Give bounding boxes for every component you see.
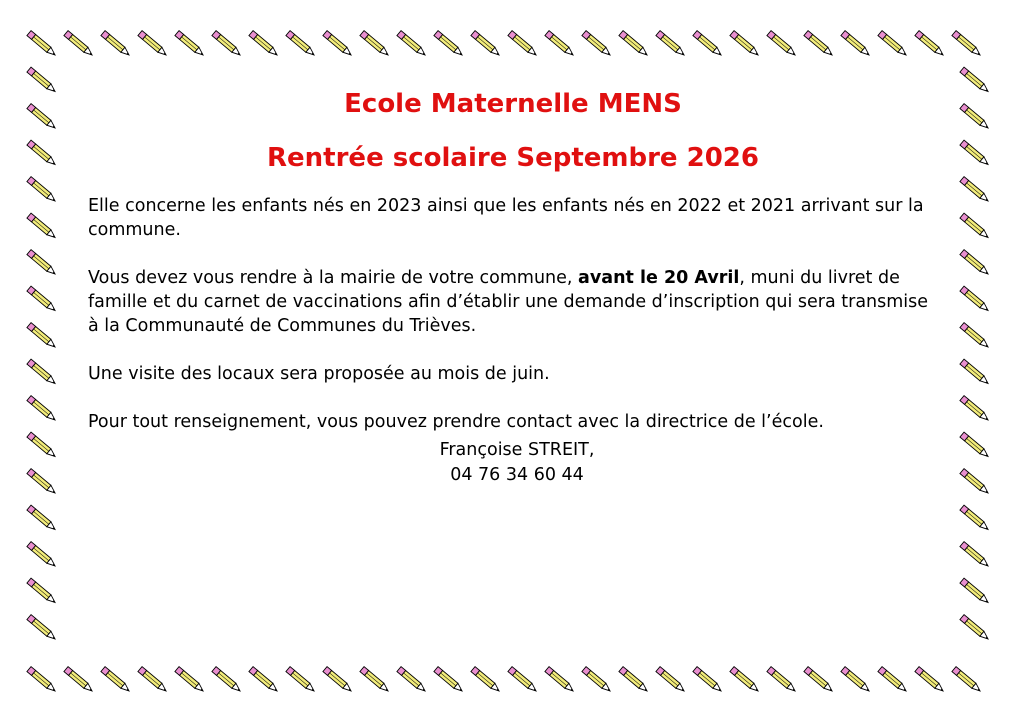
pencil-icon xyxy=(27,140,57,167)
registration-deadline: avant le 20 Avril xyxy=(578,268,740,288)
pencil-icon xyxy=(27,396,57,423)
pencil-icon xyxy=(960,542,990,569)
notice-title: Ecole Maternelle MENS xyxy=(344,89,682,119)
pencil-icon xyxy=(360,31,390,58)
pencil-icon xyxy=(960,359,990,386)
pencil-icon xyxy=(767,667,797,694)
pencil-icon xyxy=(960,286,990,313)
signature-block xyxy=(88,438,938,488)
pencil-icon xyxy=(656,667,686,694)
pencil-icon xyxy=(397,667,427,694)
pencil-icon xyxy=(323,31,353,58)
pencil-icon xyxy=(397,31,427,58)
pencil-icon xyxy=(27,615,57,642)
pencil-icon xyxy=(960,250,990,277)
pencil-icon xyxy=(693,667,723,694)
pencil-icon xyxy=(545,31,575,58)
pencil-icon xyxy=(27,67,57,94)
pencil-icon xyxy=(27,432,57,459)
pencil-icon xyxy=(730,667,760,694)
pencil-icon xyxy=(175,31,205,58)
pencil-icon xyxy=(27,578,57,605)
pencil-icon xyxy=(619,667,649,694)
pencil-icon xyxy=(27,505,57,532)
paragraph-contact: Pour tout renseignement, vous pouvez prendre contact avec la directrice de l’école. xyxy=(88,412,824,432)
pencil-icon xyxy=(619,31,649,58)
pencil-icon xyxy=(101,31,131,58)
pencil-icon xyxy=(471,667,501,694)
pencil-icon xyxy=(693,31,723,58)
pencil-icon xyxy=(27,667,57,694)
pencil-icon xyxy=(960,505,990,532)
pencil-icon xyxy=(212,667,242,694)
pencil-icon xyxy=(434,31,464,58)
pencil-icon xyxy=(804,31,834,58)
pencil-icon xyxy=(960,432,990,459)
pencil-icon xyxy=(27,286,57,313)
pencil-icon xyxy=(27,104,57,131)
pencil-icon xyxy=(582,31,612,58)
notice-subtitle: Rentrée scolaire Septembre 2026 xyxy=(267,143,759,173)
pencil-icon xyxy=(878,667,908,694)
pencil-icon xyxy=(434,667,464,694)
pencil-icon xyxy=(64,667,94,694)
pencil-icon xyxy=(212,31,242,58)
pencil-icon xyxy=(952,31,982,58)
pencil-icon xyxy=(323,667,353,694)
pencil-icon xyxy=(175,667,205,694)
registration-text-end: , muni du livret de famille et du carnet de vaccinations afin d’établir une demande d’inscription qui sera transmise à la Communauté de Communes du Trièves. xyxy=(88,268,929,336)
registration-text-start: Vous devez vous rendre à la mairie de votre commune, xyxy=(88,268,579,288)
paragraph-registration xyxy=(88,266,938,338)
pencil-icon xyxy=(27,250,57,277)
pencil-icon xyxy=(27,31,57,58)
pencil-icon xyxy=(878,31,908,58)
pencil-icon xyxy=(27,323,57,350)
pencil-icon xyxy=(730,31,760,58)
pencil-icon xyxy=(249,667,279,694)
pencil-icon xyxy=(249,31,279,58)
pencil-icon xyxy=(960,615,990,642)
pencil-icon xyxy=(915,31,945,58)
pencil-icon xyxy=(138,667,168,694)
pencil-icon xyxy=(960,140,990,167)
pencil-icon xyxy=(804,667,834,694)
paragraph-concerned-children: Elle concerne les enfants nés en 2023 ainsi que les enfants nés en 2022 et 2021 arrivant sur la commune. xyxy=(88,196,924,240)
pencil-icon xyxy=(286,667,316,694)
pencil-icon xyxy=(767,31,797,58)
pencil-icon xyxy=(27,213,57,240)
pencil-icon xyxy=(545,667,575,694)
pencil-icon xyxy=(960,323,990,350)
pencil-icon xyxy=(582,667,612,694)
pencil-icon xyxy=(915,667,945,694)
contact-phone: 04 76 34 60 44 xyxy=(450,465,584,485)
pencil-icon xyxy=(960,104,990,131)
pencil-icon xyxy=(27,359,57,386)
pencil-icon xyxy=(960,213,990,240)
pencil-icon xyxy=(508,667,538,694)
pencil-icon xyxy=(27,542,57,569)
pencil-icon xyxy=(471,31,501,58)
pencil-icon xyxy=(64,31,94,58)
pencil-icon xyxy=(360,667,390,694)
pencil-icon xyxy=(841,31,871,58)
pencil-icon xyxy=(960,396,990,423)
pencil-icon xyxy=(960,578,990,605)
pencil-icon xyxy=(27,469,57,496)
pencil-icon xyxy=(508,31,538,58)
pencil-icon xyxy=(101,667,131,694)
contact-name: Françoise STREIT, xyxy=(439,440,595,460)
pencil-icon xyxy=(286,31,316,58)
pencil-icon xyxy=(960,67,990,94)
pencil-icon xyxy=(27,177,57,204)
pencil-icon xyxy=(841,667,871,694)
pencil-icon xyxy=(960,469,990,496)
pencil-icon xyxy=(656,31,686,58)
pencil-icon xyxy=(952,667,982,694)
notice-content xyxy=(88,88,938,488)
paragraph-visit: Une visite des locaux sera proposée au mois de juin. xyxy=(88,364,550,384)
pencil-icon xyxy=(138,31,168,58)
pencil-icon xyxy=(960,177,990,204)
